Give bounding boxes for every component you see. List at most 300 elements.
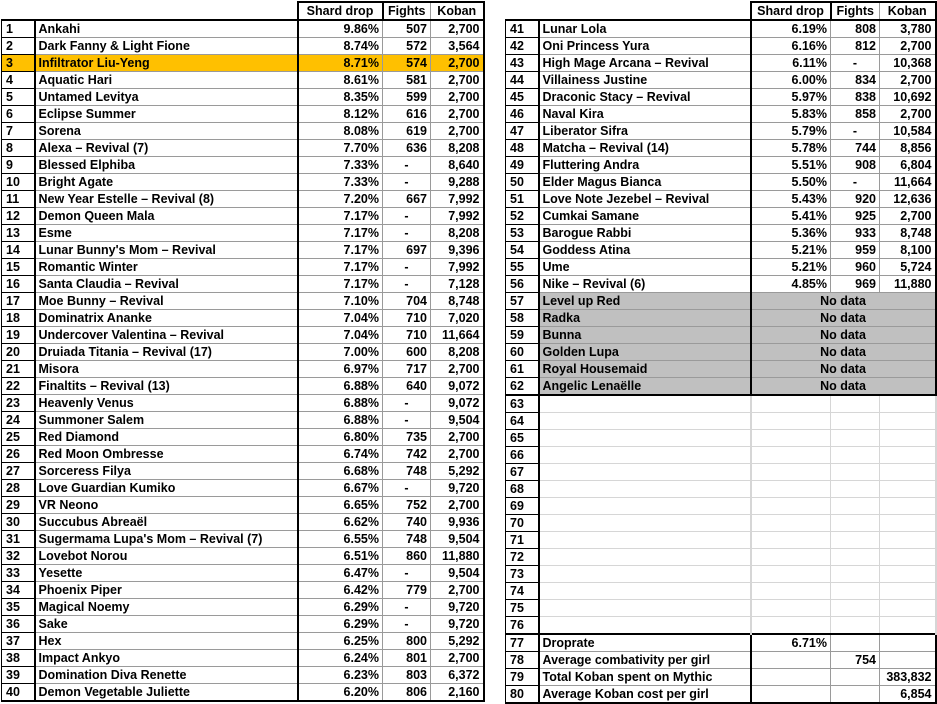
empty-cell[interactable] [831, 498, 880, 515]
shard-drop-cell[interactable]: 6.29% [298, 616, 383, 633]
koban-cell[interactable]: 2,700 [880, 208, 936, 225]
row-number-cell[interactable]: 39 [2, 667, 35, 684]
fights-cell[interactable]: 574 [383, 55, 431, 72]
empty-cell[interactable] [539, 430, 751, 447]
koban-cell[interactable]: 11,880 [880, 276, 936, 293]
empty-cell[interactable] [539, 600, 751, 617]
koban-cell[interactable]: 2,160 [431, 684, 484, 702]
shard-drop-cell[interactable]: 5.51% [751, 157, 831, 174]
row-number-cell[interactable]: 61 [506, 361, 539, 378]
shard-drop-cell[interactable]: 5.78% [751, 140, 831, 157]
row-number-cell[interactable]: 73 [506, 566, 539, 583]
girl-name-cell[interactable]: Fluttering Andra [539, 157, 751, 174]
shard-drop-cell[interactable]: 6.88% [298, 412, 383, 429]
empty-cell[interactable] [751, 395, 831, 413]
row-number-cell[interactable]: 75 [506, 600, 539, 617]
row-number-cell[interactable]: 41 [506, 20, 539, 38]
fights-cell[interactable]: - [383, 174, 431, 191]
summary-pct-cell[interactable] [751, 669, 831, 686]
empty-cell[interactable] [831, 515, 880, 532]
row-number-cell[interactable]: 35 [2, 599, 35, 616]
koban-cell[interactable]: 5,724 [880, 259, 936, 276]
row-number-cell[interactable]: 78 [506, 652, 539, 669]
koban-cell[interactable]: 2,700 [431, 497, 484, 514]
empty-cell[interactable] [751, 532, 831, 549]
girl-name-cell[interactable]: Esme [35, 225, 298, 242]
shard-drop-cell[interactable]: 6.97% [298, 361, 383, 378]
girl-name-cell[interactable]: Villainess Justine [539, 72, 751, 89]
koban-cell[interactable]: 2,700 [431, 55, 484, 72]
girl-name-cell[interactable]: Radka [539, 310, 751, 327]
shard-drop-cell[interactable]: 7.00% [298, 344, 383, 361]
shard-drop-cell[interactable]: 6.20% [298, 684, 383, 702]
summary-label-cell[interactable]: Total Koban spent on Mythic [539, 669, 751, 686]
girl-name-cell[interactable]: Misora [35, 361, 298, 378]
fights-cell[interactable]: - [383, 276, 431, 293]
row-number-cell[interactable]: 23 [2, 395, 35, 412]
shard-drop-cell[interactable]: 6.00% [751, 72, 831, 89]
row-number-cell[interactable]: 14 [2, 242, 35, 259]
row-number-cell[interactable]: 40 [2, 684, 35, 702]
row-number-cell[interactable]: 36 [2, 616, 35, 633]
fights-cell[interactable]: 735 [383, 429, 431, 446]
row-number-cell[interactable]: 63 [506, 395, 539, 413]
girl-name-cell[interactable]: Matcha – Revival (14) [539, 140, 751, 157]
koban-cell[interactable]: 3,780 [880, 20, 936, 38]
row-number-cell[interactable]: 18 [2, 310, 35, 327]
girl-name-cell[interactable]: Bunna [539, 327, 751, 344]
girl-name-cell[interactable]: Sugermama Lupa's Mom – Revival (7) [35, 531, 298, 548]
row-number-cell[interactable]: 32 [2, 548, 35, 565]
fights-cell[interactable]: 748 [383, 531, 431, 548]
koban-cell[interactable]: 7,992 [431, 191, 484, 208]
fights-cell[interactable]: 748 [383, 463, 431, 480]
koban-cell[interactable]: 10,368 [880, 55, 936, 72]
koban-cell[interactable]: 9,720 [431, 480, 484, 497]
koban-cell[interactable]: 8,208 [431, 344, 484, 361]
girl-name-cell[interactable]: Ankahi [35, 20, 298, 38]
shard-drop-cell[interactable]: 7.20% [298, 191, 383, 208]
row-number-cell[interactable]: 6 [2, 106, 35, 123]
fights-cell[interactable]: 640 [383, 378, 431, 395]
girl-name-cell[interactable]: Goddess Atina [539, 242, 751, 259]
girl-name-cell[interactable]: Ume [539, 259, 751, 276]
fights-cell[interactable]: - [383, 395, 431, 412]
shard-drop-cell[interactable]: 6.47% [298, 565, 383, 582]
empty-cell[interactable] [831, 413, 880, 430]
row-number-cell[interactable]: 45 [506, 89, 539, 106]
fights-cell[interactable]: 960 [831, 259, 880, 276]
empty-cell[interactable] [880, 413, 936, 430]
empty-cell[interactable] [539, 566, 751, 583]
shard-drop-cell[interactable]: 5.36% [751, 225, 831, 242]
shard-drop-cell[interactable]: 8.12% [298, 106, 383, 123]
koban-cell[interactable]: 2,700 [431, 123, 484, 140]
summary-pct-cell[interactable] [751, 686, 831, 704]
shard-drop-cell[interactable]: 7.17% [298, 242, 383, 259]
fights-cell[interactable]: 581 [383, 72, 431, 89]
shard-drop-cell[interactable]: 6.80% [298, 429, 383, 446]
koban-cell[interactable]: 9,072 [431, 378, 484, 395]
koban-cell[interactable]: 8,640 [431, 157, 484, 174]
fights-cell[interactable]: 801 [383, 650, 431, 667]
row-number-cell[interactable]: 17 [2, 293, 35, 310]
row-number-cell[interactable]: 66 [506, 447, 539, 464]
row-number-cell[interactable]: 69 [506, 498, 539, 515]
summary-koban-cell[interactable] [880, 634, 936, 652]
girl-name-cell[interactable]: Naval Kira [539, 106, 751, 123]
shard-drop-cell[interactable]: 8.74% [298, 38, 383, 55]
row-number-cell[interactable]: 37 [2, 633, 35, 650]
fights-cell[interactable]: 697 [383, 242, 431, 259]
girl-name-cell[interactable]: Alexa – Revival (7) [35, 140, 298, 157]
fights-cell[interactable]: 860 [383, 548, 431, 565]
fights-cell[interactable]: 920 [831, 191, 880, 208]
fights-cell[interactable]: 808 [831, 20, 880, 38]
row-number-cell[interactable]: 5 [2, 89, 35, 106]
girl-name-cell[interactable]: Succubus Abreaël [35, 514, 298, 531]
row-number-cell[interactable]: 9 [2, 157, 35, 174]
row-number-cell[interactable]: 50 [506, 174, 539, 191]
girl-name-cell[interactable]: Nike – Revival (6) [539, 276, 751, 293]
girl-name-cell[interactable]: Dark Fanny & Light Fione [35, 38, 298, 55]
empty-cell[interactable] [831, 395, 880, 413]
fights-cell[interactable]: 599 [383, 89, 431, 106]
fights-cell[interactable]: 752 [383, 497, 431, 514]
row-number-cell[interactable]: 65 [506, 430, 539, 447]
girl-name-cell[interactable]: Lovebot Norou [35, 548, 298, 565]
shard-drop-cell[interactable]: 6.65% [298, 497, 383, 514]
shard-drop-cell[interactable]: 7.33% [298, 174, 383, 191]
koban-cell[interactable]: 9,504 [431, 565, 484, 582]
girl-name-cell[interactable]: Romantic Winter [35, 259, 298, 276]
summary-label-cell[interactable]: Average combativity per girl [539, 652, 751, 669]
summary-pct-cell[interactable] [751, 652, 831, 669]
fights-cell[interactable]: 803 [383, 667, 431, 684]
fights-cell[interactable]: 969 [831, 276, 880, 293]
koban-cell[interactable]: 11,664 [431, 327, 484, 344]
koban-cell[interactable]: 5,292 [431, 463, 484, 480]
girl-name-cell[interactable]: Untamed Levitya [35, 89, 298, 106]
empty-cell[interactable] [539, 617, 751, 635]
fights-cell[interactable]: - [831, 123, 880, 140]
girl-name-cell[interactable]: Elder Magus Bianca [539, 174, 751, 191]
empty-cell[interactable] [539, 549, 751, 566]
girl-name-cell[interactable]: Demon Vegetable Juliette [35, 684, 298, 702]
shard-drop-cell[interactable]: 6.62% [298, 514, 383, 531]
summary-label-cell[interactable]: Droprate [539, 634, 751, 652]
koban-cell[interactable]: 2,700 [880, 106, 936, 123]
shard-drop-cell[interactable]: 7.70% [298, 140, 383, 157]
row-number-cell[interactable]: 31 [2, 531, 35, 548]
row-number-cell[interactable]: 8 [2, 140, 35, 157]
row-number-cell[interactable]: 44 [506, 72, 539, 89]
empty-cell[interactable] [880, 447, 936, 464]
no-data-cell[interactable]: No data [751, 378, 936, 396]
empty-cell[interactable] [880, 430, 936, 447]
koban-cell[interactable]: 9,936 [431, 514, 484, 531]
shard-drop-cell[interactable]: 7.04% [298, 310, 383, 327]
koban-cell[interactable]: 7,128 [431, 276, 484, 293]
fights-cell[interactable]: - [383, 616, 431, 633]
fights-cell[interactable]: 717 [383, 361, 431, 378]
fights-cell[interactable]: 507 [383, 20, 431, 38]
shard-drop-cell[interactable]: 7.10% [298, 293, 383, 310]
empty-cell[interactable] [831, 447, 880, 464]
girl-name-cell[interactable]: Demon Queen Mala [35, 208, 298, 225]
girl-name-cell[interactable]: Lunar Lola [539, 20, 751, 38]
fights-cell[interactable]: 858 [831, 106, 880, 123]
koban-cell[interactable]: 8,208 [431, 140, 484, 157]
girl-name-cell[interactable]: Love Note Jezebel – Revival [539, 191, 751, 208]
shard-drop-cell[interactable]: 7.17% [298, 208, 383, 225]
koban-cell[interactable]: 2,700 [431, 89, 484, 106]
row-number-cell[interactable]: 55 [506, 259, 539, 276]
empty-cell[interactable] [880, 566, 936, 583]
empty-cell[interactable] [539, 481, 751, 498]
fights-cell[interactable]: 600 [383, 344, 431, 361]
fights-cell[interactable]: 779 [383, 582, 431, 599]
row-number-cell[interactable]: 4 [2, 72, 35, 89]
row-number-cell[interactable]: 25 [2, 429, 35, 446]
koban-cell[interactable]: 8,748 [431, 293, 484, 310]
koban-cell[interactable]: 12,636 [880, 191, 936, 208]
empty-cell[interactable] [539, 498, 751, 515]
empty-cell[interactable] [831, 600, 880, 617]
shard-drop-cell[interactable]: 6.88% [298, 395, 383, 412]
summary-fights-cell[interactable] [831, 686, 880, 704]
fights-cell[interactable]: 744 [831, 140, 880, 157]
fights-cell[interactable]: - [383, 259, 431, 276]
koban-cell[interactable]: 10,692 [880, 89, 936, 106]
shard-drop-cell[interactable]: 6.74% [298, 446, 383, 463]
empty-cell[interactable] [831, 617, 880, 635]
girl-name-cell[interactable]: Impact Ankyo [35, 650, 298, 667]
shard-drop-cell[interactable]: 6.55% [298, 531, 383, 548]
shard-drop-cell[interactable]: 6.88% [298, 378, 383, 395]
row-number-cell[interactable]: 57 [506, 293, 539, 310]
girl-name-cell[interactable]: Moe Bunny – Revival [35, 293, 298, 310]
row-number-cell[interactable]: 2 [2, 38, 35, 55]
row-number-cell[interactable]: 38 [2, 650, 35, 667]
fights-cell[interactable]: 800 [383, 633, 431, 650]
shard-drop-cell[interactable]: 6.68% [298, 463, 383, 480]
row-number-cell[interactable]: 49 [506, 157, 539, 174]
girl-name-cell[interactable]: Yesette [35, 565, 298, 582]
row-number-cell[interactable]: 33 [2, 565, 35, 582]
empty-cell[interactable] [880, 464, 936, 481]
row-number-cell[interactable]: 20 [2, 344, 35, 361]
empty-cell[interactable] [751, 600, 831, 617]
row-number-cell[interactable]: 22 [2, 378, 35, 395]
empty-cell[interactable] [539, 532, 751, 549]
fights-cell[interactable]: 572 [383, 38, 431, 55]
empty-cell[interactable] [539, 395, 751, 413]
row-number-cell[interactable]: 58 [506, 310, 539, 327]
shard-drop-cell[interactable]: 7.17% [298, 276, 383, 293]
shard-drop-cell[interactable]: 7.17% [298, 259, 383, 276]
no-data-cell[interactable]: No data [751, 327, 936, 344]
row-number-cell[interactable]: 21 [2, 361, 35, 378]
empty-cell[interactable] [880, 532, 936, 549]
summary-koban-cell[interactable] [880, 652, 936, 669]
girl-name-cell[interactable]: Dominatrix Ananke [35, 310, 298, 327]
girl-name-cell[interactable]: High Mage Arcana – Revival [539, 55, 751, 72]
koban-cell[interactable]: 9,720 [431, 616, 484, 633]
shard-drop-cell[interactable]: 7.17% [298, 225, 383, 242]
koban-cell[interactable]: 2,700 [431, 106, 484, 123]
row-number-cell[interactable]: 24 [2, 412, 35, 429]
girl-name-cell[interactable]: Domination Diva Renette [35, 667, 298, 684]
empty-cell[interactable] [880, 515, 936, 532]
koban-cell[interactable]: 2,700 [431, 361, 484, 378]
girl-name-cell[interactable]: Druiada Titania – Revival (17) [35, 344, 298, 361]
row-number-cell[interactable]: 70 [506, 515, 539, 532]
fights-cell[interactable]: 616 [383, 106, 431, 123]
shard-drop-cell[interactable]: 6.16% [751, 38, 831, 55]
empty-cell[interactable] [751, 515, 831, 532]
row-number-cell[interactable]: 42 [506, 38, 539, 55]
girl-name-cell[interactable]: Santa Claudia – Revival [35, 276, 298, 293]
row-number-cell[interactable]: 11 [2, 191, 35, 208]
koban-cell[interactable]: 10,584 [880, 123, 936, 140]
row-number-cell[interactable]: 52 [506, 208, 539, 225]
koban-cell[interactable]: 9,504 [431, 531, 484, 548]
girl-name-cell[interactable]: Golden Lupa [539, 344, 751, 361]
koban-cell[interactable]: 6,804 [880, 157, 936, 174]
empty-cell[interactable] [831, 532, 880, 549]
shard-drop-cell[interactable]: 6.67% [298, 480, 383, 497]
koban-cell[interactable]: 2,700 [431, 20, 484, 38]
row-number-cell[interactable]: 80 [506, 686, 539, 704]
koban-cell[interactable]: 2,700 [431, 650, 484, 667]
girl-name-cell[interactable]: Sorceress Filya [35, 463, 298, 480]
empty-cell[interactable] [539, 464, 751, 481]
row-number-cell[interactable]: 77 [506, 634, 539, 652]
empty-cell[interactable] [751, 498, 831, 515]
shard-drop-cell[interactable]: 7.33% [298, 157, 383, 174]
shard-drop-cell[interactable]: 4.85% [751, 276, 831, 293]
empty-cell[interactable] [751, 481, 831, 498]
koban-cell[interactable]: 9,720 [431, 599, 484, 616]
fights-cell[interactable]: - [383, 208, 431, 225]
shard-drop-cell[interactable]: 8.08% [298, 123, 383, 140]
koban-cell[interactable]: 2,700 [431, 446, 484, 463]
empty-cell[interactable] [751, 447, 831, 464]
empty-cell[interactable] [751, 430, 831, 447]
fights-cell[interactable]: 812 [831, 38, 880, 55]
empty-cell[interactable] [751, 617, 831, 635]
empty-cell[interactable] [880, 617, 936, 635]
row-number-cell[interactable]: 30 [2, 514, 35, 531]
empty-cell[interactable] [831, 464, 880, 481]
row-number-cell[interactable]: 13 [2, 225, 35, 242]
koban-cell[interactable]: 9,072 [431, 395, 484, 412]
fights-cell[interactable]: 925 [831, 208, 880, 225]
girl-name-cell[interactable]: Barogue Rabbi [539, 225, 751, 242]
girl-name-cell[interactable]: Infiltrator Liu-Yeng [35, 55, 298, 72]
fights-cell[interactable]: - [383, 412, 431, 429]
koban-cell[interactable]: 9,396 [431, 242, 484, 259]
girl-name-cell[interactable]: Love Guardian Kumiko [35, 480, 298, 497]
shard-drop-cell[interactable]: 5.43% [751, 191, 831, 208]
row-number-cell[interactable]: 64 [506, 413, 539, 430]
shard-drop-cell[interactable]: 9.86% [298, 20, 383, 38]
shard-drop-cell[interactable]: 5.41% [751, 208, 831, 225]
row-number-cell[interactable]: 72 [506, 549, 539, 566]
koban-cell[interactable]: 2,700 [431, 429, 484, 446]
shard-drop-cell[interactable]: 6.23% [298, 667, 383, 684]
row-number-cell[interactable]: 27 [2, 463, 35, 480]
empty-cell[interactable] [751, 413, 831, 430]
row-number-cell[interactable]: 28 [2, 480, 35, 497]
shard-drop-cell[interactable]: 5.97% [751, 89, 831, 106]
row-number-cell[interactable]: 7 [2, 123, 35, 140]
girl-name-cell[interactable]: Bright Agate [35, 174, 298, 191]
summary-fights-cell[interactable]: 754 [831, 652, 880, 669]
summary-koban-cell[interactable]: 383,832 [880, 669, 936, 686]
row-number-cell[interactable]: 76 [506, 617, 539, 635]
shard-drop-cell[interactable]: 6.29% [298, 599, 383, 616]
girl-name-cell[interactable]: Angelic Lenaëlle [539, 378, 751, 396]
koban-cell[interactable]: 9,504 [431, 412, 484, 429]
row-number-cell[interactable]: 1 [2, 20, 35, 38]
fights-cell[interactable]: 834 [831, 72, 880, 89]
shard-drop-cell[interactable]: 7.04% [298, 327, 383, 344]
shard-drop-cell[interactable]: 6.51% [298, 548, 383, 565]
empty-cell[interactable] [539, 447, 751, 464]
summary-pct-cell[interactable]: 6.71% [751, 634, 831, 652]
empty-cell[interactable] [880, 498, 936, 515]
row-number-cell[interactable]: 79 [506, 669, 539, 686]
summary-fights-cell[interactable] [831, 634, 880, 652]
row-number-cell[interactable]: 74 [506, 583, 539, 600]
empty-cell[interactable] [880, 583, 936, 600]
empty-cell[interactable] [880, 481, 936, 498]
koban-cell[interactable]: 2,700 [880, 72, 936, 89]
fights-cell[interactable]: - [831, 55, 880, 72]
fights-cell[interactable]: 710 [383, 327, 431, 344]
empty-cell[interactable] [751, 549, 831, 566]
girl-name-cell[interactable]: Phoenix Piper [35, 582, 298, 599]
no-data-cell[interactable]: No data [751, 344, 936, 361]
fights-cell[interactable]: - [383, 225, 431, 242]
koban-cell[interactable]: 7,992 [431, 259, 484, 276]
koban-cell[interactable]: 8,856 [880, 140, 936, 157]
fights-cell[interactable]: 806 [383, 684, 431, 702]
koban-cell[interactable]: 3,564 [431, 38, 484, 55]
summary-fights-cell[interactable] [831, 669, 880, 686]
girl-name-cell[interactable]: Hex [35, 633, 298, 650]
fights-cell[interactable]: - [831, 174, 880, 191]
shard-drop-cell[interactable]: 6.11% [751, 55, 831, 72]
no-data-cell[interactable]: No data [751, 361, 936, 378]
girl-name-cell[interactable]: Eclipse Summer [35, 106, 298, 123]
row-number-cell[interactable]: 59 [506, 327, 539, 344]
girl-name-cell[interactable]: Level up Red [539, 293, 751, 310]
koban-cell[interactable]: 2,700 [431, 582, 484, 599]
row-number-cell[interactable]: 10 [2, 174, 35, 191]
row-number-cell[interactable]: 34 [2, 582, 35, 599]
shard-drop-cell[interactable]: 8.61% [298, 72, 383, 89]
girl-name-cell[interactable]: Heavenly Venus [35, 395, 298, 412]
fights-cell[interactable]: 740 [383, 514, 431, 531]
girl-name-cell[interactable]: New Year Estelle – Revival (8) [35, 191, 298, 208]
row-number-cell[interactable]: 51 [506, 191, 539, 208]
fights-cell[interactable]: 619 [383, 123, 431, 140]
girl-name-cell[interactable]: Liberator Sifra [539, 123, 751, 140]
girl-name-cell[interactable]: Oni Princess Yura [539, 38, 751, 55]
